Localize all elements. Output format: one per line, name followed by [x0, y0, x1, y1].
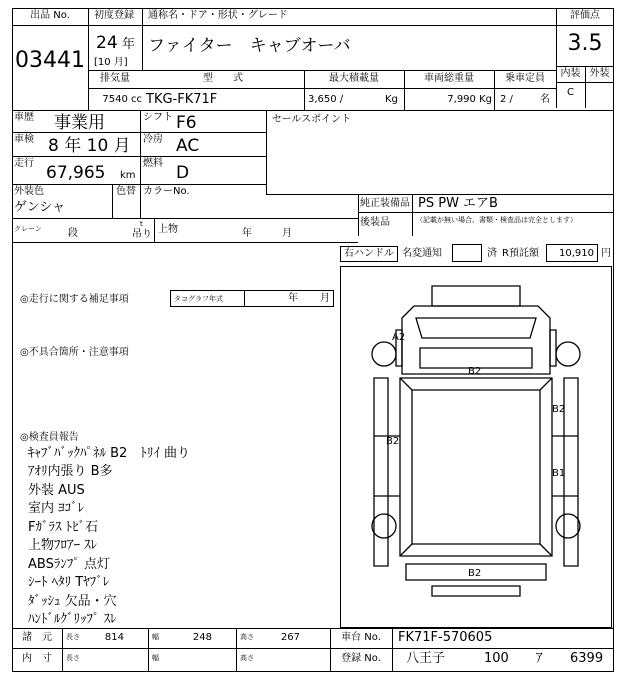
vehicle-name: ファイター キャブオーバ — [148, 36, 351, 56]
front-left-wheel — [372, 342, 396, 366]
inner-length-label: 長さ — [66, 654, 80, 662]
exterior-grade-label: 外装 — [589, 68, 610, 79]
max-load: 3,650 / — [308, 94, 344, 105]
rule — [12, 628, 614, 629]
history-label: 車歴 — [14, 112, 34, 123]
grade-label: 評価点 — [570, 10, 600, 21]
damage-mark-right-lower: B1 — [552, 468, 566, 479]
cargo-bed-outline — [400, 378, 552, 556]
lot-number: 03441 — [15, 48, 85, 73]
rule — [140, 110, 141, 218]
length-label: 長さ — [66, 633, 80, 641]
rule — [12, 156, 266, 157]
max-load-unit: Kg — [385, 94, 398, 105]
gross-weight-label: 車両総重量 — [424, 73, 474, 84]
genuine-equipment: PS PW エアB — [418, 196, 498, 211]
rear-right-wheel — [556, 514, 580, 538]
height-label: 高さ — [240, 633, 254, 641]
crane-lift-unit: 吊り — [132, 229, 152, 240]
rule — [412, 194, 413, 236]
windshield — [416, 318, 536, 338]
rule — [88, 88, 556, 89]
rule — [236, 628, 237, 672]
rule — [88, 70, 556, 71]
report-line: Fｶﾞﾗｽ ﾄﾋﾞ石 — [28, 520, 99, 535]
rule — [12, 110, 614, 111]
recycle-deposit: 10,910 — [559, 248, 594, 259]
max-load-label: 最大積載量 — [329, 73, 379, 84]
aftermarket-label: 後装品 — [360, 217, 390, 228]
report-line: ABSﾗﾝﾌﾟ 点灯 — [28, 557, 110, 572]
inner-dims-label: 内 寸 — [22, 653, 52, 664]
report-line: ｷｬﾌﾞﾊﾞｯｸﾊﾟﾈﾙ B2 ﾄﾘｲ 曲り — [28, 446, 190, 461]
interior-grade: C — [567, 87, 574, 98]
cargo-bed-corner — [400, 378, 552, 556]
width-label: 幅 — [152, 633, 159, 641]
rule — [62, 628, 63, 672]
report-line: 上物ﾌﾛｱｰ ｽﾚ — [28, 538, 98, 553]
shift-type: F6 — [176, 113, 197, 133]
registration-number: 6399 — [570, 651, 604, 666]
first-reg-label: 初度登録 — [94, 10, 134, 21]
tachograph-month-unit: 月 — [320, 293, 330, 304]
mirror-right — [550, 330, 556, 366]
name-change-label: 名変通知 — [402, 248, 442, 259]
crane-ton-unit: t — [140, 220, 143, 228]
height: 267 — [280, 632, 300, 643]
report-line: ﾀﾞｯｼｭ 欠品・穴 — [28, 594, 117, 609]
recycle-deposit-label: R預託額 — [502, 248, 539, 259]
displacement: 7540 cc — [102, 94, 142, 105]
fuel-type: D — [176, 163, 190, 183]
chassis-no-label: 車台 No. — [341, 632, 381, 643]
damage-mark-cab: B2 — [468, 366, 482, 377]
tachograph-year-unit: 年 — [288, 293, 298, 304]
vehicle-name-label: 通称名・ドア・形状・グレード — [148, 10, 288, 21]
body-label: 上物 — [158, 224, 178, 235]
length: 814 — [104, 632, 124, 643]
interior-grade-label: 内装 — [560, 68, 581, 79]
shift-label: シフト — [143, 112, 173, 123]
model-label: 型 式 — [203, 73, 243, 84]
rule — [112, 184, 113, 218]
crane-stages-unit: 段 — [68, 228, 78, 239]
capacity: 2 / — [500, 94, 513, 105]
body-year-unit: 年 — [242, 228, 252, 239]
rule — [358, 212, 614, 213]
rule — [358, 194, 359, 236]
cab-panel — [420, 348, 532, 368]
report-line: 室内 ﾖｺﾞﾚ — [28, 501, 85, 516]
rule — [12, 218, 358, 219]
sales-point-label: セールスポイント — [272, 114, 352, 125]
driving-notes-label: ◎走行に関する補足事項 — [20, 294, 129, 305]
rule — [88, 25, 556, 26]
lot-label: 出品 No. — [30, 10, 70, 21]
report-line: ｼｰﾄ ﾍﾀﾘ Tﾔﾌﾞﾚ — [28, 575, 110, 590]
cab-roof-outline — [432, 286, 520, 306]
dims-label: 諸 元 — [22, 632, 52, 643]
rule — [266, 194, 614, 195]
capacity-label: 乗車定員 — [505, 73, 545, 84]
rule — [556, 25, 614, 26]
ext-color: ゲンシャ — [14, 200, 66, 215]
mileage-label: 走行 — [14, 158, 34, 169]
color-code-label: カラーNo. — [143, 186, 190, 197]
rule — [556, 82, 614, 83]
gross-weight: 7,990 Kg — [447, 94, 492, 105]
overall-grade: 3.5 — [567, 31, 603, 56]
inner-width-label: 幅 — [152, 654, 159, 662]
inner-height-label: 高さ — [240, 654, 254, 662]
first-reg-year: 24 — [96, 33, 118, 53]
year-unit: 年 — [122, 37, 136, 52]
chassis-number: FK71F-570605 — [398, 630, 493, 645]
rule — [12, 184, 266, 185]
mileage: 67,965 — [46, 163, 106, 183]
cargo-divider — [374, 436, 578, 496]
genuine-equipment-label: 純正装備品 — [360, 198, 410, 209]
capacity-unit: 名 — [540, 94, 550, 105]
body-month-unit: 月 — [282, 228, 292, 239]
ext-color-label: 外装色 — [14, 186, 44, 197]
aftermarket-note: （記載が無い場合、書類・検査品は完全とします） — [416, 216, 577, 224]
color-change-label: 色替 — [116, 186, 136, 197]
rule — [12, 25, 88, 26]
displacement-label: 排気量 — [100, 73, 130, 84]
damage-mark-right-upper: B2 — [552, 404, 566, 415]
air-conditioning: AC — [176, 136, 200, 156]
rule — [244, 290, 245, 307]
crane-label: クレーン — [14, 225, 42, 233]
inspector-report-label: ◎検査員報告 — [20, 432, 79, 443]
report-line: ｱｵﾘ内張り B多 — [28, 464, 113, 479]
mileage-unit: km — [120, 170, 136, 181]
registration-kana: ｱ — [536, 651, 543, 666]
defects-label: ◎不具合箇所・注意事項 — [20, 347, 129, 358]
ac-label: 冷房 — [143, 134, 163, 145]
rule — [12, 132, 266, 133]
report-line: ﾊﾝﾄﾞﾙｸﾞﾘｯﾌﾟ ｽﾚ — [28, 612, 117, 627]
damage-mark-a2: A2 — [392, 332, 406, 343]
front-right-wheel — [556, 342, 580, 366]
rh-drive-label: 右ハンドル — [344, 248, 394, 259]
rule — [12, 648, 614, 649]
registration-class: 100 — [484, 651, 509, 666]
recycle-done-label: 済 — [487, 248, 497, 259]
yen-unit: 円 — [601, 248, 611, 259]
rule — [154, 218, 155, 242]
truck-diagram — [340, 266, 612, 628]
rear-left-wheel — [372, 514, 396, 538]
cab-outline — [402, 306, 550, 374]
registration-no-label: 登録 No. — [341, 653, 381, 664]
rule — [266, 110, 267, 194]
width: 248 — [192, 632, 212, 643]
damage-mark-left: B2 — [386, 436, 400, 447]
model-code: TKG-FK71F — [146, 92, 218, 107]
rule — [142, 8, 143, 70]
rear-bumper — [432, 586, 520, 596]
first-reg-month: [10 月] — [94, 57, 128, 68]
rule — [12, 242, 358, 243]
rule — [392, 628, 393, 672]
cargo-bed-inner — [412, 390, 540, 544]
damage-mark-rear: B2 — [468, 568, 482, 579]
fuel-label: 燃料 — [143, 158, 163, 169]
rule — [148, 628, 149, 672]
registration-area: 八王子 — [406, 651, 446, 666]
vehicle-history: 事業用 — [54, 113, 105, 133]
report-line: 外装 AUS — [28, 483, 85, 498]
inspection-label: 車検 — [14, 134, 34, 145]
name-change-box — [452, 244, 482, 262]
tachograph-label: タコグラフ年式 — [174, 295, 223, 303]
inspection-expiry: 8 年 10 月 — [48, 136, 131, 156]
